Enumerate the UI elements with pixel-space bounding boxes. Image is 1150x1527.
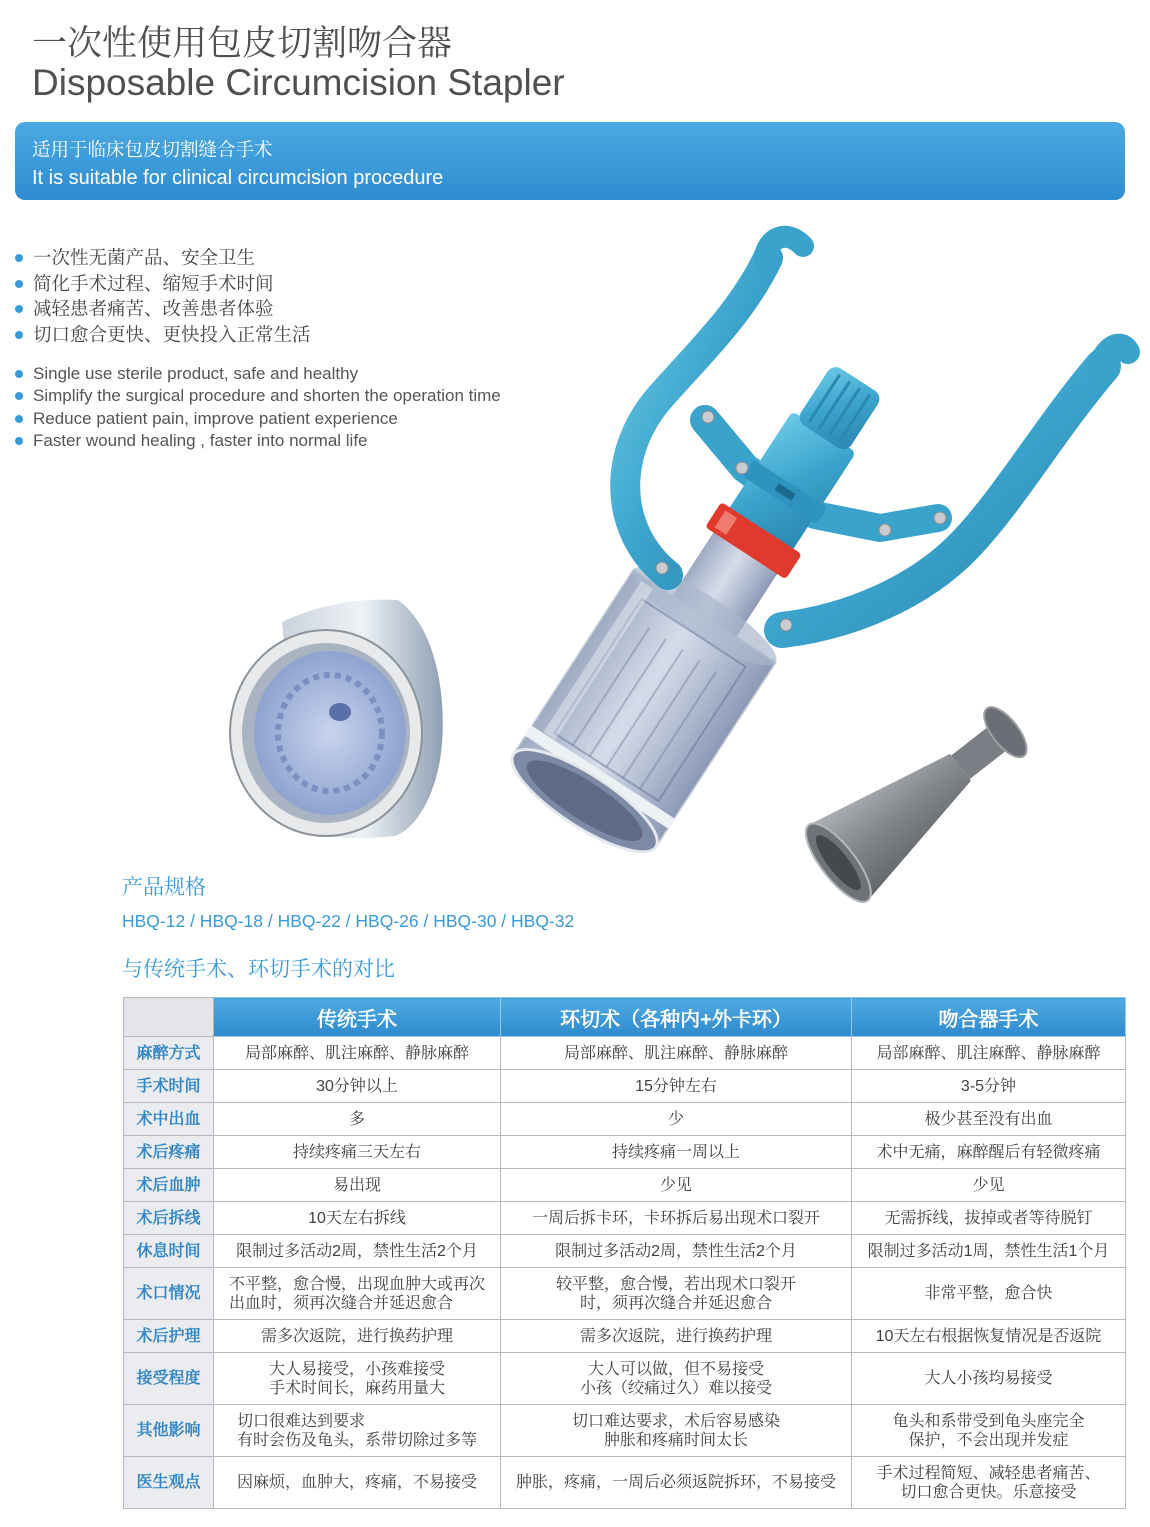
feature-text: Faster wound healing , faster into normal life [33, 431, 368, 451]
comparison-heading: 与传统手术、环切手术的对比 [122, 958, 395, 981]
table-cell [214, 1169, 501, 1202]
comparison-table [123, 997, 1126, 1509]
list-item [0, 296, 311, 322]
right-link [815, 515, 938, 528]
table-cell [852, 1103, 1126, 1136]
table-cell [214, 1457, 501, 1509]
table-cell [214, 1037, 501, 1070]
cell-text: 极少甚至没有出血 [924, 1110, 1053, 1128]
table-cell [852, 1353, 1126, 1405]
cell-text: 10天左右根据恢复情况是否返院 [875, 1327, 1102, 1345]
row-label: 其他影响 [124, 1405, 214, 1457]
cell-text: 少见 [659, 1176, 692, 1194]
cell-text: 局部麻醉、肌注麻醉、静脉麻醉 [244, 1044, 469, 1062]
bell-component [230, 600, 443, 838]
row-label: 术中出血 [124, 1103, 214, 1136]
row-label: 术口情况 [124, 1268, 214, 1320]
bullet-icon [15, 437, 23, 445]
table-cell [852, 1320, 1126, 1353]
feature-text: Simplify the surgical procedure and shorten the operation time [33, 386, 501, 406]
table-cell [852, 1405, 1126, 1457]
cell-text: 少见 [972, 1176, 1005, 1194]
cell-text: 限制过多活动2周，禁性生活2个月 [555, 1242, 797, 1260]
feature-list-en [0, 363, 501, 453]
banner-text-en: It is suitable for clinical circumcision procedure [32, 167, 444, 189]
cell-text: 大人易接受，小孩难接受 手术时间长，麻药用量大 [268, 1360, 445, 1397]
table-cell [852, 1235, 1126, 1268]
table-cell [501, 1353, 852, 1405]
cell-text: 持续疼痛三天左右 [292, 1143, 421, 1161]
list-item [0, 363, 501, 385]
table-cell [214, 1353, 501, 1405]
table-cell [852, 1268, 1126, 1320]
rivet [736, 462, 748, 474]
row-label: 医生观点 [124, 1457, 214, 1509]
column-header: 环切术（各种内+外卡环） [501, 998, 852, 1037]
table-cell [501, 1320, 852, 1353]
feature-text: Reduce patient pain, improve patient experience [33, 408, 398, 428]
table-header-row [124, 998, 1126, 1037]
page-title-en: Disposable Circumcision Stapler [32, 62, 565, 103]
bullet-icon [15, 415, 23, 423]
cell-text: 10天左右拆线 [308, 1209, 406, 1227]
specs-models: HBQ-12 / HBQ-18 / HBQ-22 / HBQ-26 / HBQ-30 / HBQ-32 [122, 911, 575, 931]
row-label: 手术时间 [124, 1070, 214, 1103]
cell-text: 大人可以做，但不易接受 小孩（绞痛过久）难以接受 [579, 1360, 772, 1397]
row-label: 术后拆线 [124, 1202, 214, 1235]
table-cell [852, 1169, 1126, 1202]
rivet [934, 512, 946, 524]
feature-text: 简化手术过程、缩短手术时间 [33, 272, 274, 294]
anvil-component [795, 686, 1045, 911]
row-label: 休息时间 [124, 1235, 214, 1268]
cell-text: 切口难达要求，术后容易感染 肿胀和疼痛时间太长 [571, 1412, 780, 1449]
cell-text: 持续疼痛一周以上 [611, 1143, 740, 1161]
feature-text: Single use sterile product, safe and healthy [33, 364, 359, 383]
cell-text: 因麻烦，血肿大，疼痛，不易接受 [236, 1474, 477, 1491]
table-row [124, 1235, 1126, 1268]
table-row [124, 1405, 1126, 1457]
cell-text: 需多次返院，进行换药护理 [260, 1327, 453, 1345]
cell-text: 需多次返院，进行换药护理 [579, 1327, 772, 1345]
cell-text: 一周后拆卡环，卡环拆后易出现术口裂开 [531, 1209, 820, 1227]
list-item [0, 271, 311, 297]
table-cell [214, 1268, 501, 1320]
column-header: 传统手术 [214, 998, 501, 1037]
bullet-icon [15, 370, 23, 378]
table-row [124, 1202, 1126, 1235]
table-cell [501, 1103, 852, 1136]
rivet [879, 524, 891, 536]
row-label: 麻醉方式 [124, 1037, 214, 1070]
table-cell [214, 1070, 501, 1103]
stapler-device [498, 237, 1128, 869]
feature-text: 减轻患者痛苦、改善患者体验 [33, 298, 274, 320]
table-cell [214, 1235, 501, 1268]
feature-text: 一次性无菌产品、安全卫生 [33, 247, 256, 268]
cell-text: 切口很难达到要求 有时会伤及龟头，系带切除过多等 [236, 1412, 477, 1449]
table-row [124, 1268, 1126, 1320]
cell-text: 多 [348, 1110, 365, 1128]
cell-text: 龟头和系带受到龟头座完全 保护，不会出现并发症 [892, 1412, 1085, 1449]
bell-center [329, 703, 351, 721]
bullet-icon [15, 392, 23, 400]
cell-text: 少 [667, 1110, 684, 1128]
list-item [0, 408, 501, 430]
column-header: 吻合器手术 [852, 998, 1126, 1037]
table-cell [214, 1103, 501, 1136]
cell-text: 3-5分钟 [960, 1077, 1017, 1095]
table-cell [852, 1202, 1126, 1235]
banner-text-zh: 适用于临床包皮切割缝合手术 [32, 139, 273, 160]
table-cell [214, 1202, 501, 1235]
cell-text: 易出现 [332, 1176, 381, 1194]
table-row [124, 1070, 1126, 1103]
list-item [0, 430, 501, 452]
list-item [0, 385, 501, 407]
list-item [0, 322, 311, 348]
row-label: 术后血肿 [124, 1169, 214, 1202]
usage-banner [15, 122, 1125, 200]
table-corner-cell [124, 998, 214, 1037]
bullet-icon [15, 280, 23, 288]
cell-text: 较平整，愈合慢，若出现术口裂开 时，须再次缝合并延迟愈合 [555, 1275, 796, 1312]
table-cell [501, 1169, 852, 1202]
table-row [124, 1320, 1126, 1353]
table-cell [852, 1037, 1126, 1070]
table-row [124, 1103, 1126, 1136]
table-row [124, 1136, 1126, 1169]
cell-text: 限制过多活动2周，禁性生活2个月 [236, 1242, 478, 1260]
cell-text: 30分钟以上 [316, 1077, 398, 1095]
table-cell [501, 1235, 852, 1268]
cell-text: 无需拆线，拔掉或者等待脱钉 [884, 1209, 1093, 1227]
list-item [0, 245, 311, 271]
table-cell [501, 1037, 852, 1070]
rivet [780, 619, 792, 631]
cell-text: 局部麻醉、肌注麻醉、静脉麻醉 [563, 1044, 788, 1062]
row-label: 术后护理 [124, 1320, 214, 1353]
table-row [124, 1037, 1126, 1070]
table-cell [501, 1070, 852, 1103]
page-title-zh: 一次性使用包皮切割吻合器 [32, 24, 453, 63]
feature-list-zh [0, 245, 311, 348]
feature-text: 切口愈合更快、更快投入正常生活 [33, 324, 311, 346]
table-cell [501, 1136, 852, 1169]
table-cell [852, 1070, 1126, 1103]
bullet-icon [15, 305, 23, 313]
table-cell [214, 1320, 501, 1353]
table-cell [501, 1457, 852, 1509]
cell-text: 非常平整，愈合快 [924, 1285, 1053, 1302]
table-row [124, 1457, 1126, 1509]
table-cell [501, 1202, 852, 1235]
table-cell [501, 1268, 852, 1320]
specs-heading: 产品规格 [122, 876, 206, 899]
cell-text: 不平整，愈合慢，出现血肿大或再次 出血时，须再次缝合并延迟愈合 [228, 1275, 485, 1312]
product-image [200, 220, 1150, 920]
table-cell [214, 1405, 501, 1457]
cell-text: 手术过程简短、减轻患者痛苦、 切口愈合更快。乐意接受 [876, 1464, 1101, 1501]
left-handle-tip [764, 237, 803, 262]
cell-text: 术中无痛，麻醉醒后有轻微疼痛 [876, 1143, 1101, 1161]
row-label: 接受程度 [124, 1353, 214, 1405]
bullet-icon [15, 254, 23, 262]
table-row [124, 1353, 1126, 1405]
cell-text: 肿胀，疼痛，一周后必须返院拆环，不易接受 [515, 1474, 836, 1491]
table-cell [852, 1136, 1126, 1169]
cell-text: 15分钟左右 [635, 1077, 717, 1095]
bullet-icon [15, 331, 23, 339]
cell-text: 大人小孩均易接受 [924, 1370, 1053, 1387]
rivet [702, 411, 714, 423]
table-cell [852, 1457, 1126, 1509]
rivet [656, 562, 668, 574]
cell-text: 限制过多活动1周，禁性生活1个月 [867, 1242, 1110, 1260]
table-cell [214, 1136, 501, 1169]
cell-text: 局部麻醉、肌注麻醉、静脉麻醉 [876, 1044, 1101, 1062]
table-cell [501, 1405, 852, 1457]
comparison-table-body [124, 1037, 1126, 1509]
row-label: 术后疼痛 [124, 1136, 214, 1169]
table-row [124, 1169, 1126, 1202]
